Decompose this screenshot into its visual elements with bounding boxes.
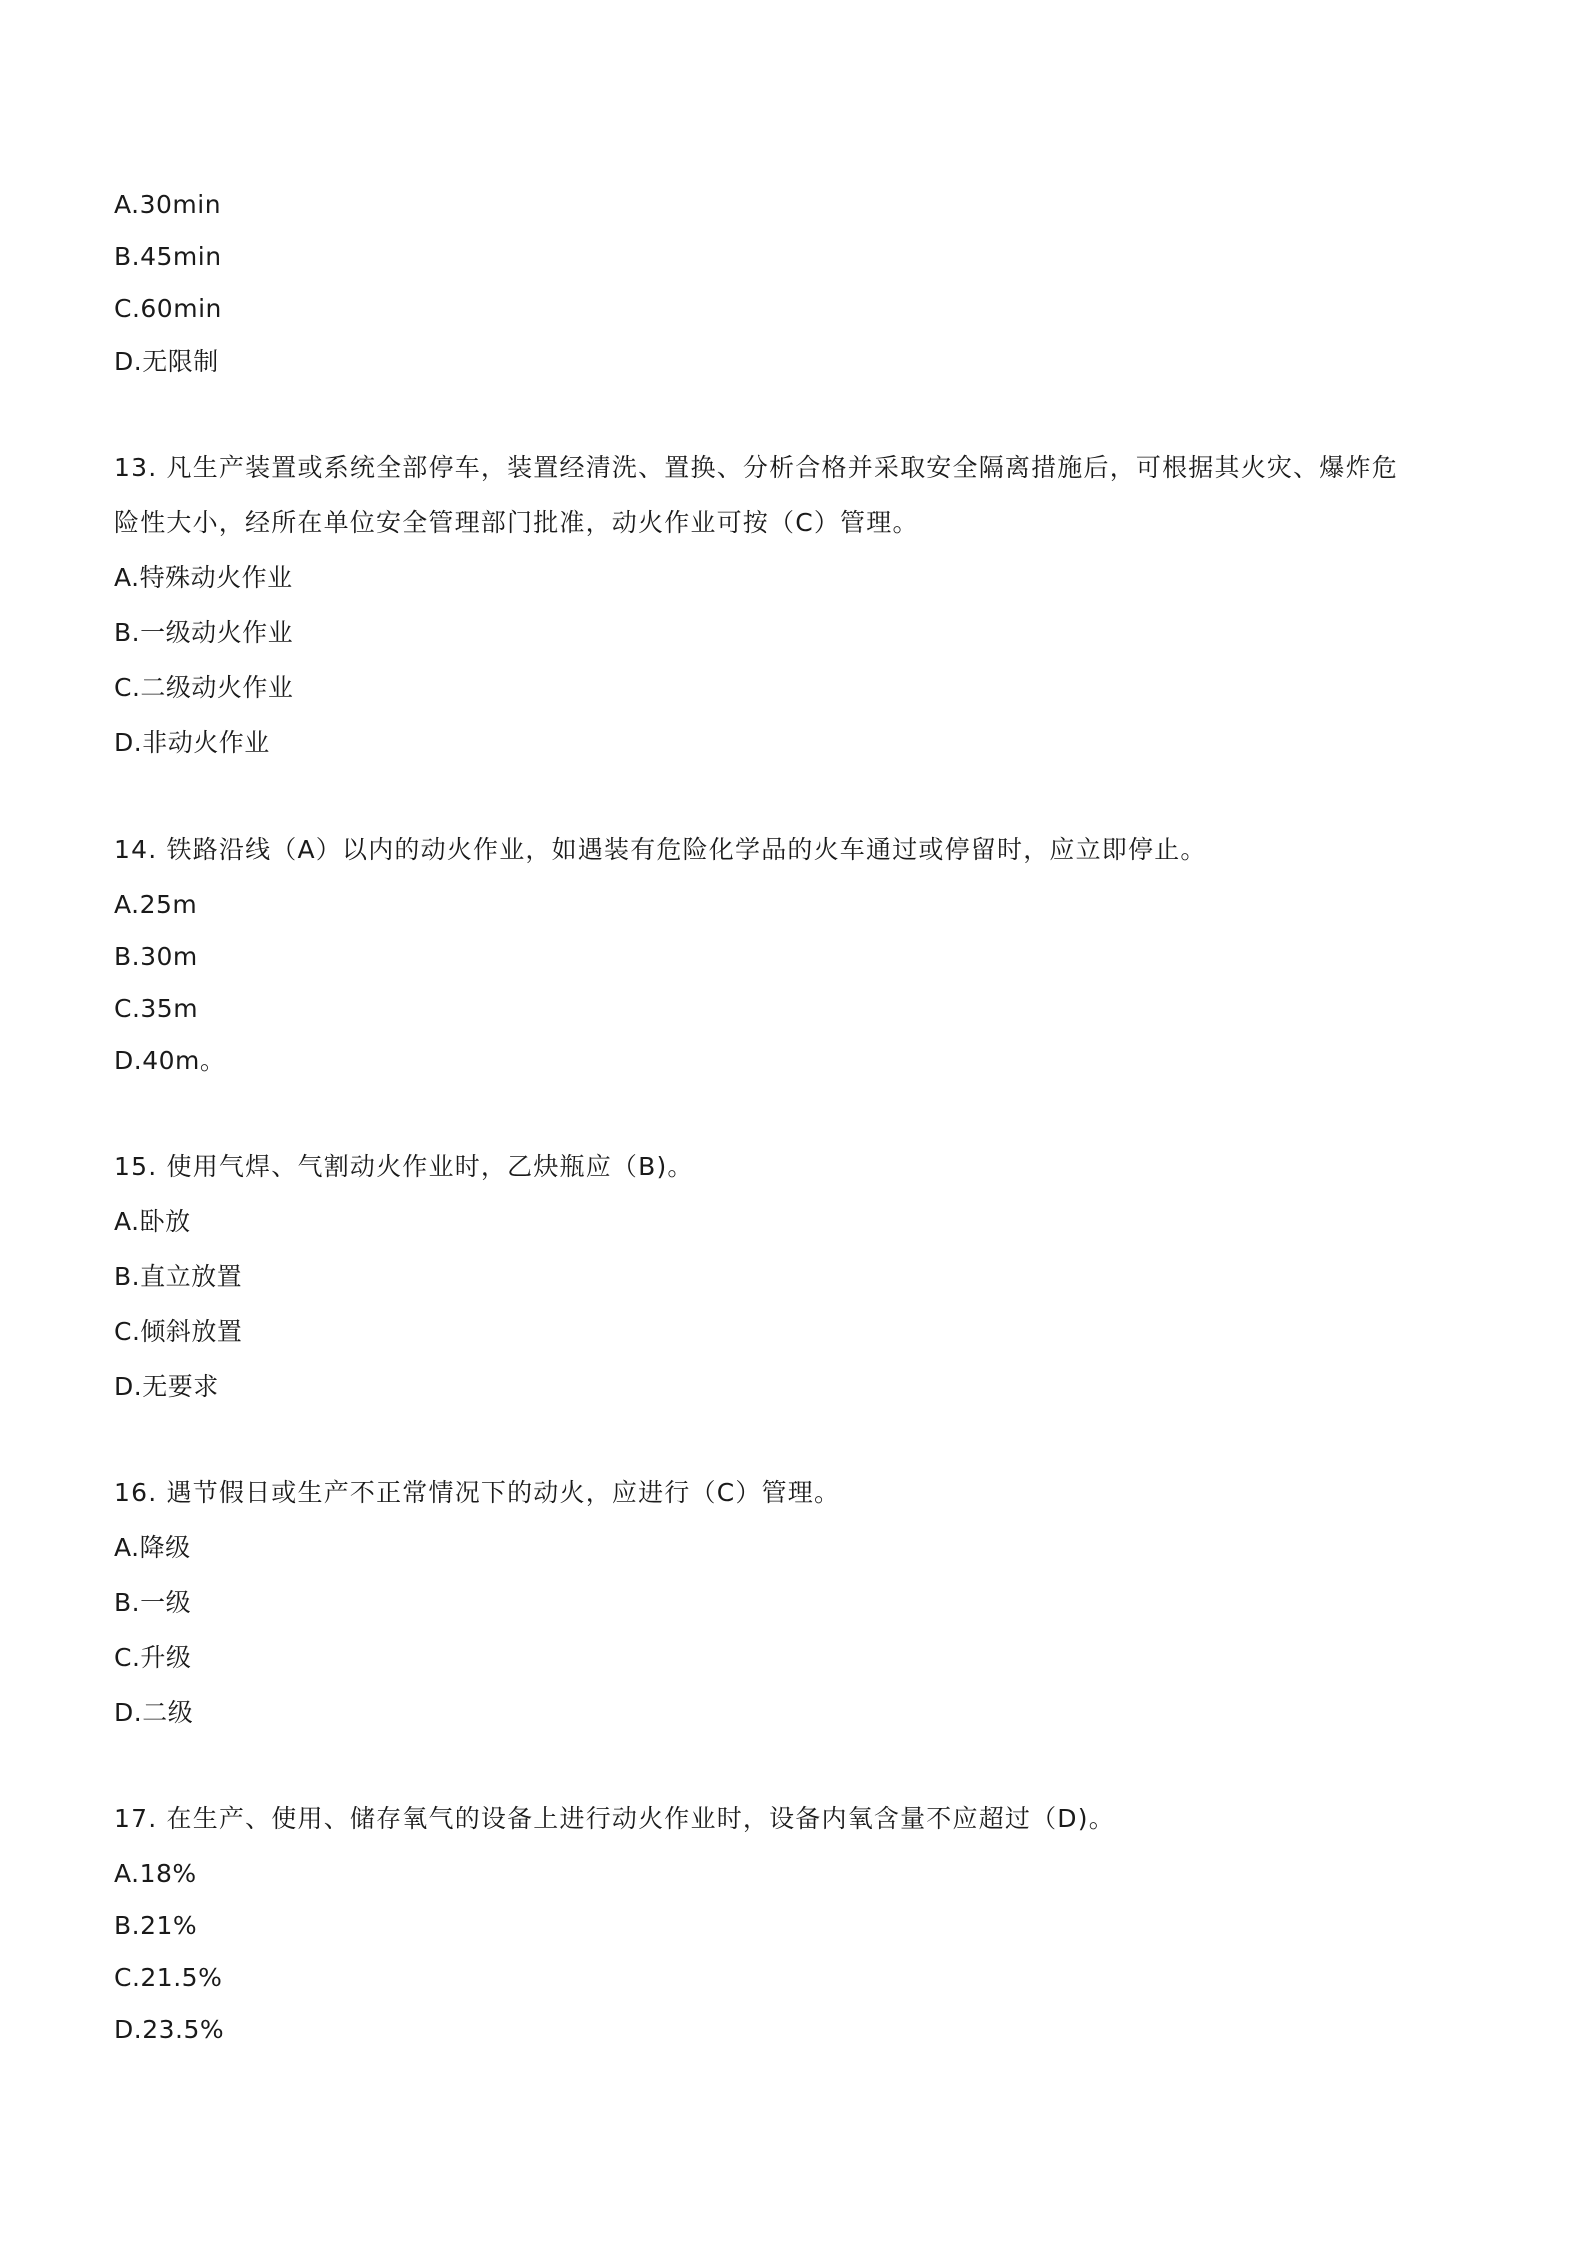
q17-stem: 17. 在生产、使用、储存氧气的设备上进行动火作业时，设备内氧含量不应超过（D)。 [114,1804,1115,1833]
q14-option-b: B.30m [114,942,198,971]
q16-stem: 16. 遇节假日或生产不正常情况下的动火，应进行（C）管理。 [114,1478,841,1507]
q17-option-c: C.21.5% [114,1963,223,1992]
q16-option-d: D.二级 [114,1698,194,1727]
q17-option-d: D.23.5% [114,2015,225,2044]
q17-option-b: B.21% [114,1911,198,1940]
q14-option-a: A.25m [114,890,198,919]
q12-option-b: B.45min [114,242,222,271]
q17-option-a: A.18% [114,1859,197,1888]
q15-option-b: B.直立放置 [114,1262,243,1291]
q13-option-b: B.一级动火作业 [114,618,294,647]
q12-option-d: D.无限制 [114,347,219,376]
q15-stem: 15. 使用气焊、气割动火作业时，乙炔瓶应（B)。 [114,1152,694,1181]
q13-stem-line-2: 险性大小，经所在单位安全管理部门批准，动火作业可按（C）管理。 [114,508,919,537]
q12-option-a: A.30min [114,190,222,219]
q13-option-c: C.二级动火作业 [114,673,294,702]
q16-option-b: B.一级 [114,1588,192,1617]
q16-option-a: A.降级 [114,1533,191,1562]
q14-stem: 14. 铁路沿线（A）以内的动火作业，如遇装有危险化学品的火车通过或停留时，应立即停止。 [114,835,1207,864]
q13-option-a: A.特殊动火作业 [114,563,293,592]
q15-option-d: D.无要求 [114,1372,219,1401]
q16-option-c: C.升级 [114,1643,192,1672]
q13-option-d: D.非动火作业 [114,728,270,757]
q14-option-c: C.35m [114,994,199,1023]
q13-stem-line-1: 13. 凡生产装置或系统全部停车，装置经清洗、置换、分析合格并采取安全隔离措施后，可根据其火灾、爆炸危 [114,453,1398,482]
q15-option-a: A.卧放 [114,1207,191,1236]
q14-option-d: D.40m。 [114,1046,226,1075]
q12-option-c: C.60min [114,294,222,323]
q15-option-c: C.倾斜放置 [114,1317,243,1346]
